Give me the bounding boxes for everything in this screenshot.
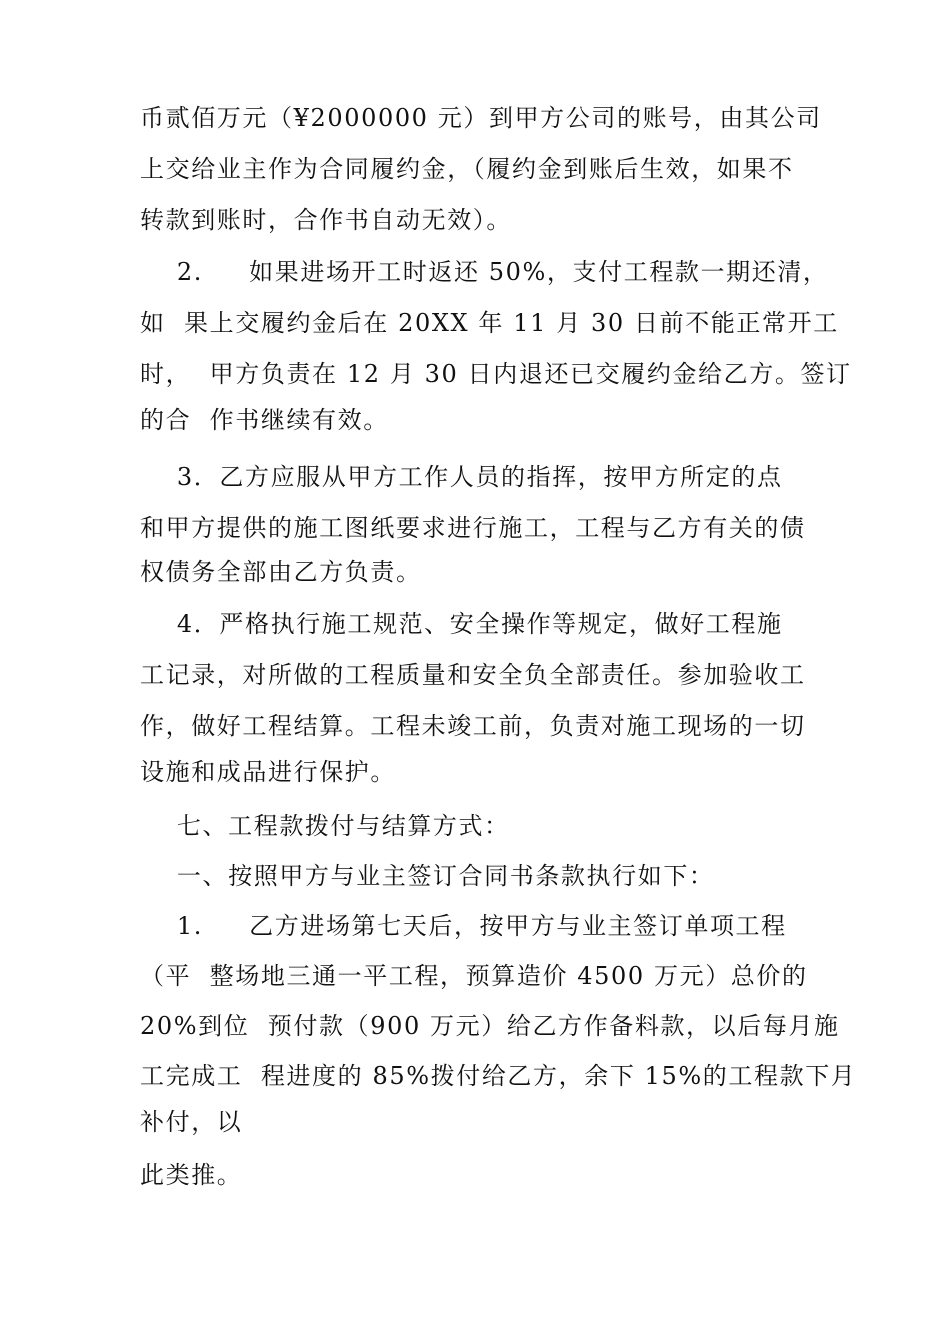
text-line: 3．乙方应服从甲方工作人员的指挥，按甲方所定的点 bbox=[140, 463, 783, 491]
text-line: 补付，以 bbox=[140, 1108, 243, 1136]
text-line: 转款到账时，合作书自动无效）。 bbox=[140, 206, 512, 234]
text-line: 时， 甲方负责在 12 月 30 日内退还已交履约金给乙方。签订 bbox=[140, 360, 852, 388]
text-line: 20%到位 预付款（900 万元）给乙方作备料款，以后每月施 bbox=[140, 1012, 840, 1040]
text-line: 4．严格执行施工规范、安全操作等规定，做好工程施 bbox=[140, 610, 783, 638]
text-line: 工记录，对所做的工程质量和安全负全部责任。参加验收工 bbox=[140, 661, 806, 689]
text-line: 工完成工 程进度的 85%拨付给乙方，余下 15%的工程款下月 bbox=[140, 1062, 857, 1090]
text-line: （平 整场地三通一平工程，预算造价 4500 万元）总价的 bbox=[140, 962, 808, 990]
text-line: 作，做好工程结算。工程未竣工前，负责对施工现场的一切 bbox=[140, 712, 806, 740]
text-line: 上交给业主作为合同履约金，（履约金到账后生效，如果不 bbox=[140, 155, 794, 183]
text-line: 1. 乙方进场第七天后，按甲方与业主签订单项工程 bbox=[140, 912, 787, 940]
text-line: 权债务全部由乙方负责。 bbox=[140, 558, 422, 586]
text-line: 如 果上交履约金后在 20XX 年 11 月 30 日前不能正常开工 bbox=[140, 309, 839, 337]
text-line: 设施和成品进行保护。 bbox=[140, 758, 396, 786]
text-line: 币贰佰万元（¥2000000 元）到甲方公司的账号，由其公司 bbox=[140, 104, 822, 132]
text-line: 此类推。 bbox=[140, 1161, 243, 1189]
text-line: 的合 作书继续有效。 bbox=[140, 406, 389, 434]
text-line: 七、工程款拨付与结算方式： bbox=[140, 812, 510, 840]
text-line: 一、按照甲方与业主签订合同书条款执行如下： bbox=[140, 862, 715, 890]
text-line: 和甲方提供的施工图纸要求进行施工，工程与乙方有关的债 bbox=[140, 514, 806, 542]
text-line: 2. 如果进场开工时返还 50%，支付工程款一期还清， bbox=[140, 258, 829, 286]
